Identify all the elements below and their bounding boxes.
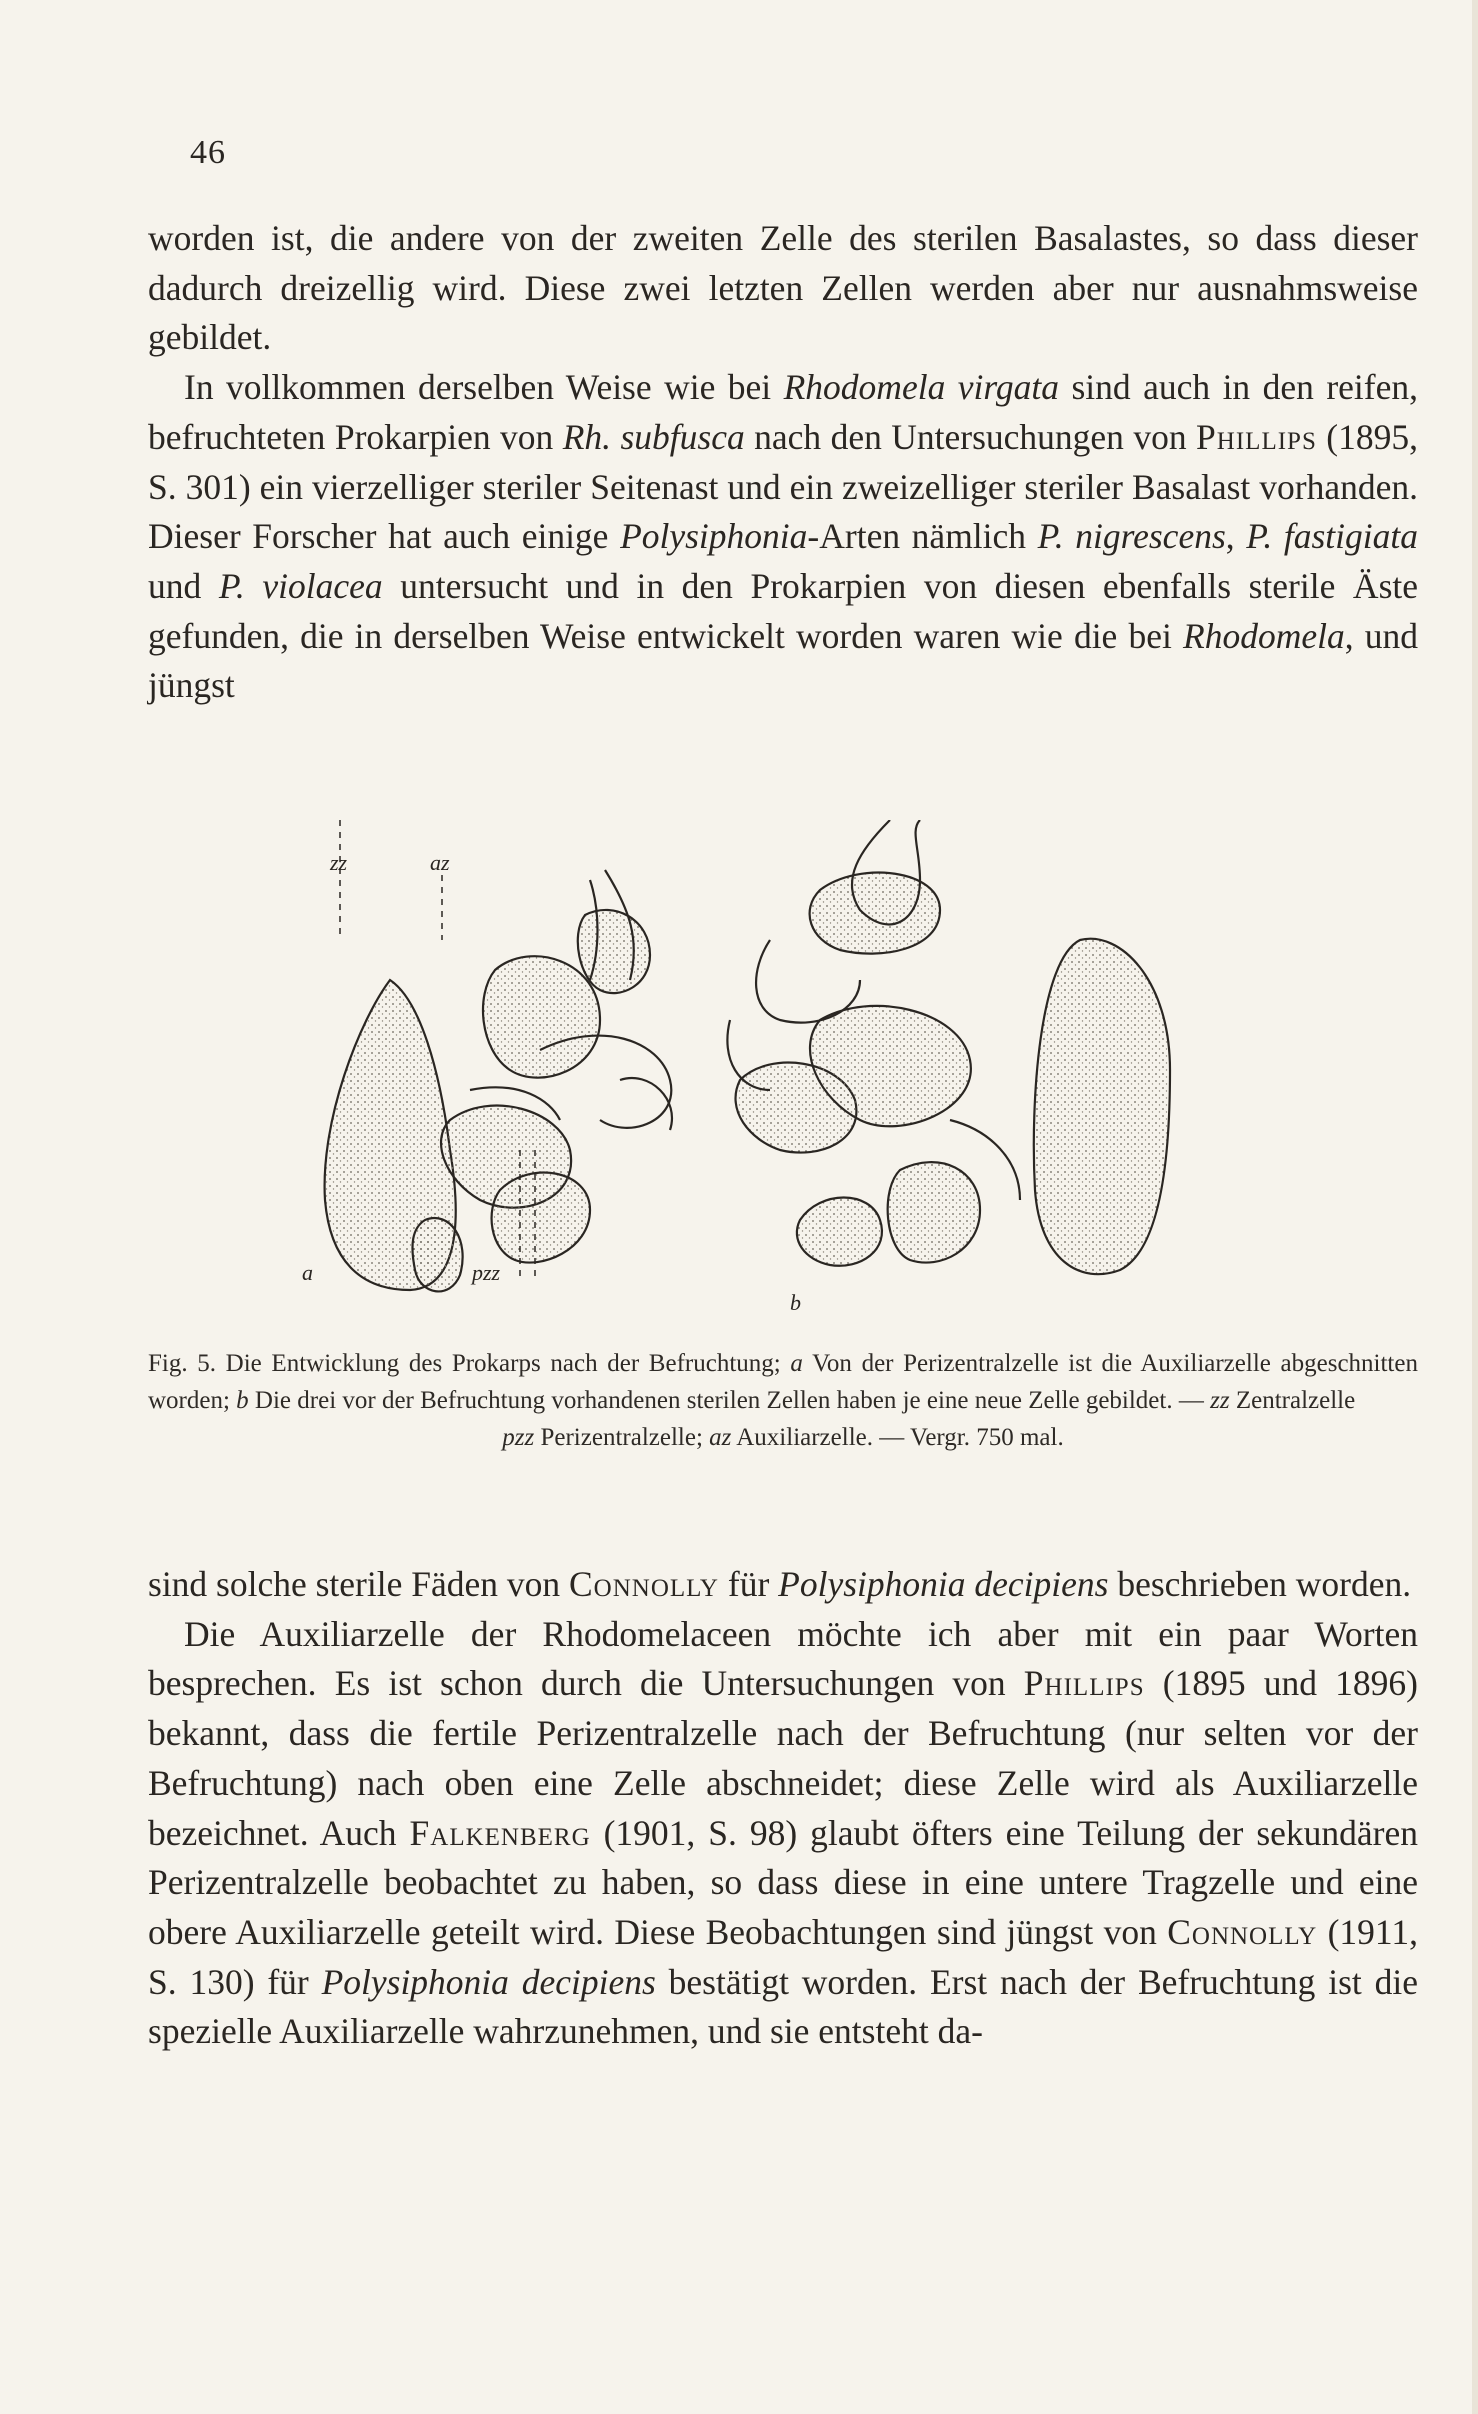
paragraph-2: In vollkommen derselben Weise wie bei Rhodomela virgata sind auch in den reifen, befruchteten Prokarpien von Rh. subfusca nach den Untersuchungen von Phillips (1895, S. 301) ein vierzelliger steriler Seitenast und ein zweizelliger steriler Basalast vorhanden. Dieser Forscher hat auch einige Polysiphonia-Arten nämlich P. nigrescens, P. fastigiata und P. violacea untersucht und in den Prokarpien von diesen ebenfalls sterile Äste gefunden, die in derselben Weise entwickelt worden waren wie die bei Rhodomela, und jüngst bbox=[148, 367, 1419, 706]
page-number: 46 bbox=[190, 134, 226, 171]
cell-low-a bbox=[492, 1173, 590, 1263]
paragraph-4: Die Auxiliarzelle der Rhodomelaceen möchte ich aber mit ein paar Worten besprechen. Es ist schon durch die Untersuchungen von Phillips (1895 und 1896) bekannt, dass die fertile Perizentralzelle nach der Befruchtung (nur selten vor der Befruchtung) nach oben eine Zelle abschneidet; diese Zelle wird als Auxiliarzelle bezeichnet. Auch Falkenberg (1901, S. 98) glaubt öfters eine Teilung der sekundären Perizentralzelle beobachtet zu haben, so dass diese in eine untere Tragzelle und eine obere Auxiliarzelle geteilt wird. Diese Beobachtungen sind jüngst von Connolly (1911, S. 130) für Polysiphonia decipiens bestätigt worden. Erst nach der Befruchtung ist die spezielle Auxiliarzelle wahrzunehmen, und sie entsteht da- bbox=[148, 1613, 1418, 2052]
label-a: a bbox=[302, 1260, 313, 1285]
page-edge bbox=[1472, 0, 1478, 2414]
caption-body: Fig. 5. Die Entwicklung des Prokarps nach der Befruchtung; a Von der Perizentralzelle ist die Auxiliarzelle abgeschnitten worden; b Die drei vor der Befruchtung vorhandenen sterilen Zellen haben je eine neue Zelle gebildet. — zz Zentralzelle bbox=[148, 1350, 1418, 1414]
cell-top-a bbox=[578, 910, 650, 993]
cell-pzz bbox=[412, 1218, 462, 1291]
prokarp-drawing bbox=[300, 820, 1240, 1340]
paragraph-3: sind solche sterile Fäden von Connolly für Polysiphonia decipiens beschrieben worden. bbox=[148, 1564, 1412, 1604]
label-zz: zz bbox=[330, 850, 348, 875]
label-az: az bbox=[430, 850, 450, 875]
body-text-top bbox=[148, 214, 1418, 711]
label-b: b bbox=[790, 1290, 801, 1315]
cell-upper-a bbox=[483, 956, 600, 1077]
figure-5 bbox=[300, 820, 1240, 1340]
paragraph-1: worden ist, die andere von der zweiten Zelle des sterilen Basalastes, so dass dieser dadurch dreizellig wird. Diese zwei letzten Zellen werden aber nur ausnahmsweise gebildet. bbox=[148, 218, 1418, 358]
cell-right-b bbox=[1034, 939, 1170, 1274]
label-pzz: pzz bbox=[472, 1260, 501, 1285]
figure-caption bbox=[148, 1345, 1418, 1456]
caption-last-line: pzz Perizentralzelle; az Auxiliarzelle. — Vergr. 750 mal. bbox=[502, 1424, 1064, 1451]
cell-right-inner-b bbox=[888, 1162, 980, 1262]
cell-low-b bbox=[797, 1198, 882, 1266]
body-text-bottom bbox=[148, 1560, 1418, 2057]
